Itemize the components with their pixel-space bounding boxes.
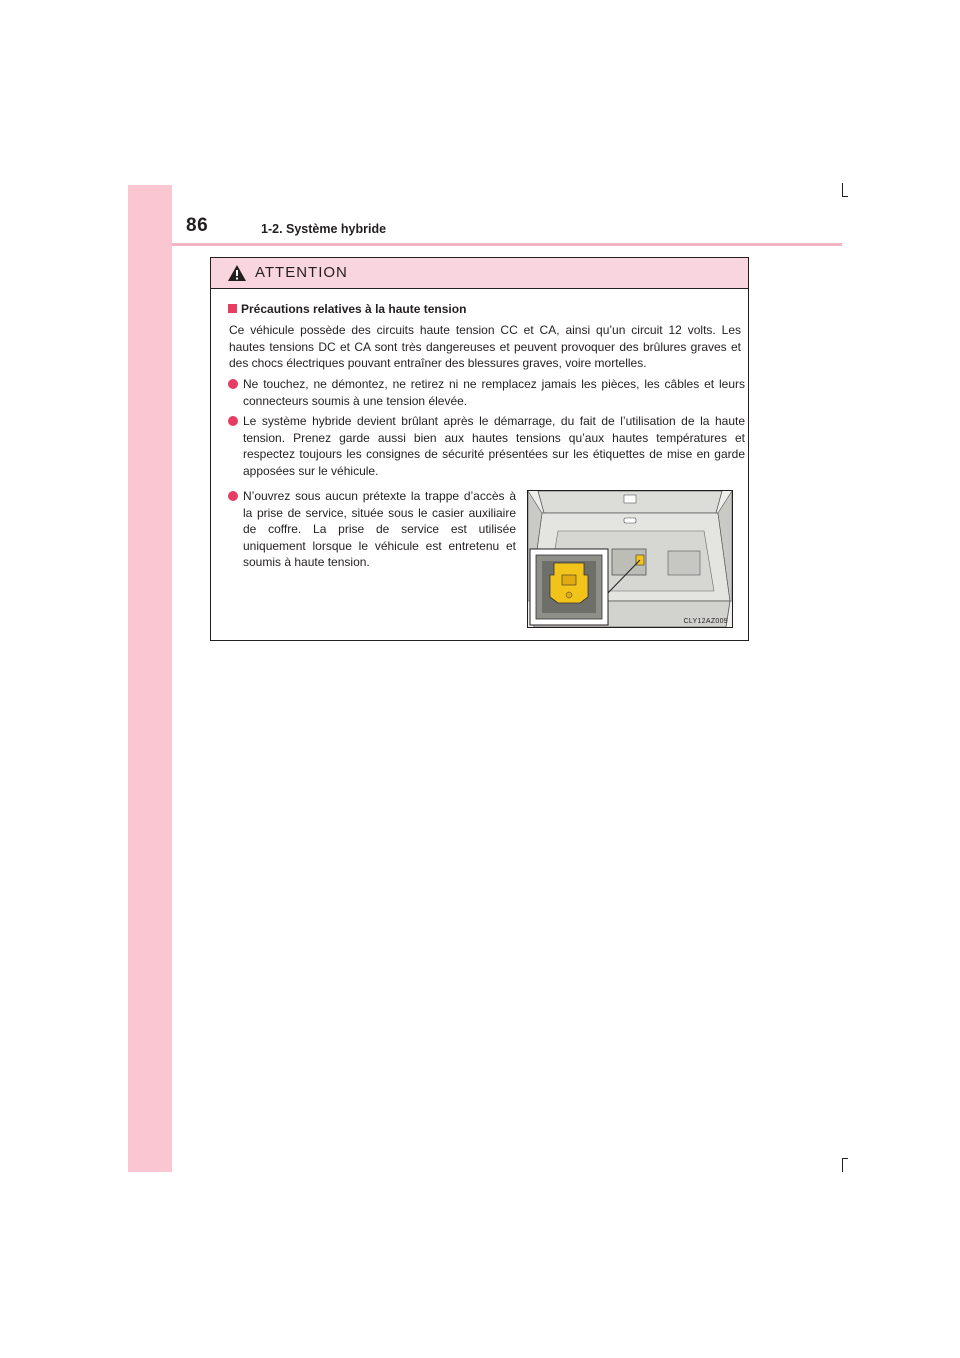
- warning-triangle-icon: [227, 264, 247, 282]
- warning-header: [211, 258, 748, 289]
- warning-title: ATTENTION: [255, 264, 348, 281]
- warning-subheading: [228, 302, 466, 316]
- warning-bullet-text: Le système hybride devient brûlant après le démarrage, du fait de l’utilisation de la haute tension. Prenez garde aussi bien aux hautes tensions qu’aux hautes températures et respectez toujours les consignes de sécurité présentées sur les étiquettes de mise en garde apposées sur le véhicule.: [243, 414, 745, 478]
- square-bullet-icon: [228, 304, 237, 313]
- page-number: 86: [186, 215, 209, 236]
- crop-mark-top-tick: [842, 196, 848, 197]
- section-title: 1-2. Système hybride: [261, 222, 387, 236]
- bullet-dot-icon: [228, 416, 238, 426]
- figure-code: CLY12AZ009: [683, 618, 728, 625]
- warning-box: [210, 257, 749, 641]
- bullet-dot-icon: [228, 379, 238, 389]
- warning-bullet-text: N’ouvrez sous aucun prétexte la trappe d’accès à la prise de service, située sous le casier auxiliaire de coffre. La prise de service est utilisée uniquement lorsque le véhicule est entretenu et soumis à haute tension.: [243, 489, 516, 569]
- warning-subheading-text: Précautions relatives à la haute tension: [241, 302, 467, 316]
- bullet-dot-icon: [228, 491, 238, 501]
- trunk-service-plug-drawing: [528, 491, 732, 627]
- crop-mark-bottom: [842, 1158, 843, 1172]
- service-plug-illustration: [527, 490, 733, 628]
- warning-bullet: [228, 376, 745, 409]
- warning-bullet: [228, 488, 516, 571]
- crop-mark-top: [842, 183, 843, 197]
- header-rule: [172, 243, 842, 246]
- warning-bullet: [228, 413, 745, 479]
- page-side-band: [128, 185, 172, 1172]
- warning-intro: Ce véhicule possède des circuits haute tension CC et CA, ainsi qu’un circuit 12 volts. Les hautes tensions DC et CA sont très dangereuses et peuvent provoquer des brûlures graves et des chocs électriques pouvant entraîner des blessures graves, voire mortelles.: [229, 323, 741, 370]
- warning-bullet-text: Ne touchez, ne démontez, ne retirez ni ne remplacez jamais les pièces, les câbles et leurs connecteurs soumis à une tension élevée.: [243, 377, 745, 408]
- crop-mark-bottom-tick: [842, 1158, 848, 1159]
